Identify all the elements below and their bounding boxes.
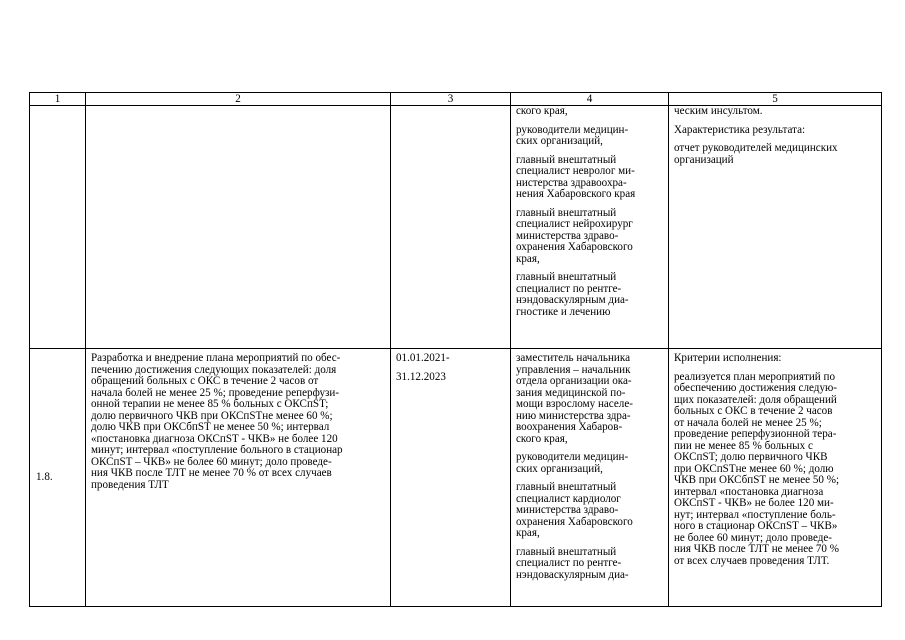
responsible-persons [511, 106, 669, 349]
cell-paragraph: Характеристика результата: [674, 123, 806, 136]
cell-paragraph: руководители медицин- ских организаций, [516, 123, 629, 147]
cell-paragraph: 31.12.2023 [396, 370, 446, 383]
header-row [30, 93, 882, 106]
header-col-3: 3 [391, 93, 511, 106]
cell-paragraph: главный внештатный специалист по рентге- нэндоваскулярным диа- [516, 545, 629, 581]
row-number: 1.8. [30, 349, 86, 607]
row-number [30, 106, 86, 349]
cell-paragraph: ческим инсультом. [674, 105, 763, 117]
table-row [30, 106, 882, 349]
cell-paragraph: главный внештатный специалист нейрохирург министерства здраво- охранения Хабаровского края, [516, 206, 633, 265]
deadline [391, 106, 511, 349]
header-col-5: 5 [669, 93, 882, 106]
measures-table [29, 92, 882, 607]
responsible-persons [511, 349, 669, 607]
cell-paragraph: главный внештатный специалист кардиолог министерства здраво- охранения Хабаровского края, [516, 481, 633, 539]
measure-description [86, 106, 391, 349]
deadline [391, 349, 511, 607]
cell-paragraph: 01.01.2021- [396, 352, 450, 364]
cell-paragraph: руководители медицин- ских организаций, [516, 451, 629, 475]
result-characteristics [669, 349, 882, 607]
cell-paragraph: заместитель начальника управления – начальник отдела организации ока- зания медицинской по- мощи взрослому населе- нию министерства здра- воохранения Хабаров- ского края, [516, 352, 633, 445]
cell-paragraph: ского края, [516, 105, 568, 117]
cell-paragraph: главный внештатный специалист невролог ми- нистерства здравоохра- нения Хабаровского края [516, 153, 636, 200]
header-col-4: 4 [511, 93, 669, 106]
header-col-1: 1 [30, 93, 86, 106]
header-col-2: 2 [86, 93, 391, 106]
cell-paragraph: главный внештатный специалист по рентге- нэндоваскулярным диа- гностике и лечению [516, 271, 629, 318]
cell-paragraph: Разработка и внедрение плана мероприятий по обес- печению достижения следующих показателей: доля обращений больных с ОКС в течение 2 часов от начала болей не менее 25 %; проведение реперфузи- онной терапии не менее 85 % больных с ОКСпST; долю первичного ЧКВ при ОКСпSTне менее 60 %; долю ЧКВ при ОКСбпST не менее 50 %; интервал «постановка диагноза ОКСпST - ЧКВ» не более 120 минут; интервал «поступление больного в стационар ОКСпST – ЧКВ» не более 60 минут; доло проведе- ния ЧКВ после ТЛТ не менее 70 % от всех случаев проведения ТЛТ [91, 352, 343, 491]
cell-paragraph: Критерии исполнения: [674, 352, 782, 364]
measure-description [86, 349, 391, 607]
cell-paragraph: отчет руководителей медицинских организаций [674, 142, 838, 166]
table-row [30, 349, 882, 607]
cell-paragraph: реализуется план мероприятий по обеспечению достижения следую- щих показателей: доля обращений больных с ОКС в течение 2 часов от начала болей не менее 25 %; проведение реперфузионной тера- пии не менее 85 % больных с ОКСпST; долю первичного ЧКВ при ОКСпSTне менее 60 %; долю ЧКВ при ОКСбпST не менее 50 %; интервал «постановка диагноза ОКСпST - ЧКВ» не более 120 ми- нут; интервал «поступление боль- ного в стационар ОКСпST – ЧКВ» не более 60 минут; доло проведе- ния ЧКВ после ТЛТ не менее 70 % от всех случаев проведения ТЛТ. [674, 370, 840, 567]
result-characteristics [669, 106, 882, 349]
